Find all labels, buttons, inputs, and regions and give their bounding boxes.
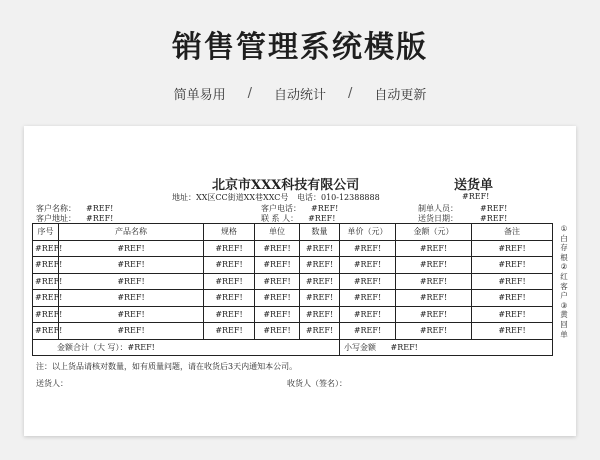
table-cell: #REF! — [59, 257, 204, 274]
header-remark: 备注 — [472, 224, 553, 241]
header-unit-price: 单价（元） — [340, 224, 396, 241]
table-cell: #REF! — [340, 306, 396, 323]
table-cell: #REF! — [59, 290, 204, 307]
delivery-date-value: #REF! — [480, 214, 508, 223]
header-spec: 规格 — [204, 224, 255, 241]
table-row — [33, 323, 553, 340]
side-note-char: 根 — [560, 252, 568, 262]
table-cell: #REF! — [340, 323, 396, 340]
table-cell: #REF! — [472, 240, 553, 257]
side-note-char: 客 — [560, 281, 568, 291]
side-note-char: 回 — [560, 319, 568, 329]
table-header-row — [33, 224, 553, 241]
feature-list — [0, 84, 600, 103]
delivery-note-sheet — [24, 126, 576, 436]
table-row — [33, 290, 553, 307]
feature-separator: / — [247, 86, 252, 101]
footer-note: 注：以上货品请核对数量，如有质量问题，请在收货后3天内通知本公司。 — [36, 362, 298, 371]
table-cell: #REF! — [204, 290, 255, 307]
table-cell: #REF! — [204, 323, 255, 340]
table-cell: #REF! — [472, 257, 553, 274]
side-note-char: 红 — [560, 271, 568, 281]
table-cell: #REF! — [204, 240, 255, 257]
receiver-signature: 收货人（签名）： — [287, 379, 347, 388]
total-uppercase: 金额合计（大 写）：#REF! — [33, 339, 340, 356]
header-index: 序号 — [33, 224, 59, 241]
total-row — [33, 339, 553, 356]
table-cell: #REF! — [472, 290, 553, 307]
side-note-char: 白 — [560, 233, 568, 243]
customer-name-label: 客户名称： — [36, 204, 76, 213]
feature-auto-update: 自动更新 — [374, 88, 427, 103]
table-cell: #REF! — [204, 257, 255, 274]
table-cell: #REF! — [255, 323, 300, 340]
table-cell: #REF! — [472, 273, 553, 290]
table-cell: #REF! — [300, 273, 340, 290]
table-cell: #REF! — [396, 240, 472, 257]
creator-value: #REF! — [480, 204, 508, 213]
table-cell: #REF! — [340, 273, 396, 290]
sender-signature: 送货人： — [36, 379, 68, 388]
side-note-char: ① — [560, 224, 568, 233]
table-cell: #REF! — [255, 240, 300, 257]
table-cell: #REF! — [300, 290, 340, 307]
table-cell: #REF! — [59, 273, 204, 290]
feature-auto-stats: 自动统计 — [273, 88, 326, 103]
customer-name-value: #REF! — [86, 204, 114, 213]
company-phone: 电话：010-12388888 — [297, 193, 380, 202]
company-address: 地址：XX区CC街道XX巷XXC号 — [172, 193, 289, 202]
table-cell: #REF! — [59, 323, 204, 340]
table-cell: #REF! — [396, 273, 472, 290]
customer-address-label: 客户地址： — [36, 214, 76, 223]
table-cell: #REF! — [396, 290, 472, 307]
table-cell: #REF! — [33, 306, 59, 323]
goods-table — [32, 223, 553, 356]
table-cell: #REF! — [204, 273, 255, 290]
table-cell: #REF! — [33, 240, 59, 257]
side-note-char: 黄 — [560, 310, 568, 320]
total-lowercase — [340, 339, 553, 356]
header-quantity: 数量 — [300, 224, 340, 241]
table-cell: #REF! — [33, 323, 59, 340]
feature-separator: / — [348, 86, 353, 101]
table-cell: #REF! — [300, 257, 340, 274]
table-cell: #REF! — [33, 273, 59, 290]
page-title: 销售管理系统模版 — [172, 30, 428, 65]
table-cell: #REF! — [33, 290, 59, 307]
document-number: #REF! — [462, 192, 490, 201]
header-product: 产品名称 — [59, 224, 204, 241]
total-lowercase-value: #REF! — [390, 342, 418, 352]
table-row — [33, 257, 553, 274]
side-note-char: ② — [560, 262, 568, 272]
feature-easy-to-use: 简单易用 — [173, 88, 226, 103]
total-lowercase-label: 小写金额 — [344, 342, 376, 352]
contact-label: 联 系 人： — [261, 214, 299, 223]
side-note-char: ③ — [560, 300, 568, 310]
table-cell: #REF! — [340, 257, 396, 274]
creator-label: 制单人员： — [418, 204, 458, 213]
table-cell: #REF! — [59, 240, 204, 257]
contact-value: #REF! — [308, 214, 336, 223]
header-unit: 单位 — [255, 224, 300, 241]
document-type: 送货单 — [454, 178, 494, 193]
company-name: 北京市XXX科技有限公司 — [212, 178, 360, 193]
customer-address-value: #REF! — [86, 214, 114, 223]
customer-phone-value: #REF! — [311, 204, 339, 213]
table-cell: #REF! — [340, 240, 396, 257]
side-note-char: 存 — [560, 243, 568, 253]
delivery-date-label: 送货日期： — [418, 214, 458, 223]
table-cell: #REF! — [300, 240, 340, 257]
table-cell: #REF! — [340, 290, 396, 307]
table-cell: #REF! — [396, 306, 472, 323]
table-cell: #REF! — [33, 257, 59, 274]
side-note-char: 单 — [560, 329, 568, 339]
table-cell: #REF! — [204, 306, 255, 323]
table-cell: #REF! — [396, 323, 472, 340]
table-cell: #REF! — [255, 290, 300, 307]
table-cell: #REF! — [255, 273, 300, 290]
table-cell: #REF! — [396, 257, 472, 274]
table-row — [33, 240, 553, 257]
copy-distribution-note — [558, 224, 570, 339]
table-cell: #REF! — [472, 323, 553, 340]
side-note-char: 户 — [560, 291, 568, 301]
table-cell: #REF! — [300, 306, 340, 323]
table-cell: #REF! — [472, 306, 553, 323]
table-cell: #REF! — [300, 323, 340, 340]
table-row — [33, 273, 553, 290]
table-cell: #REF! — [255, 257, 300, 274]
table-cell: #REF! — [59, 306, 204, 323]
table-row — [33, 306, 553, 323]
header-amount: 金额（元） — [396, 224, 472, 241]
table-cell: #REF! — [255, 306, 300, 323]
customer-phone-label: 客户电话： — [261, 204, 301, 213]
